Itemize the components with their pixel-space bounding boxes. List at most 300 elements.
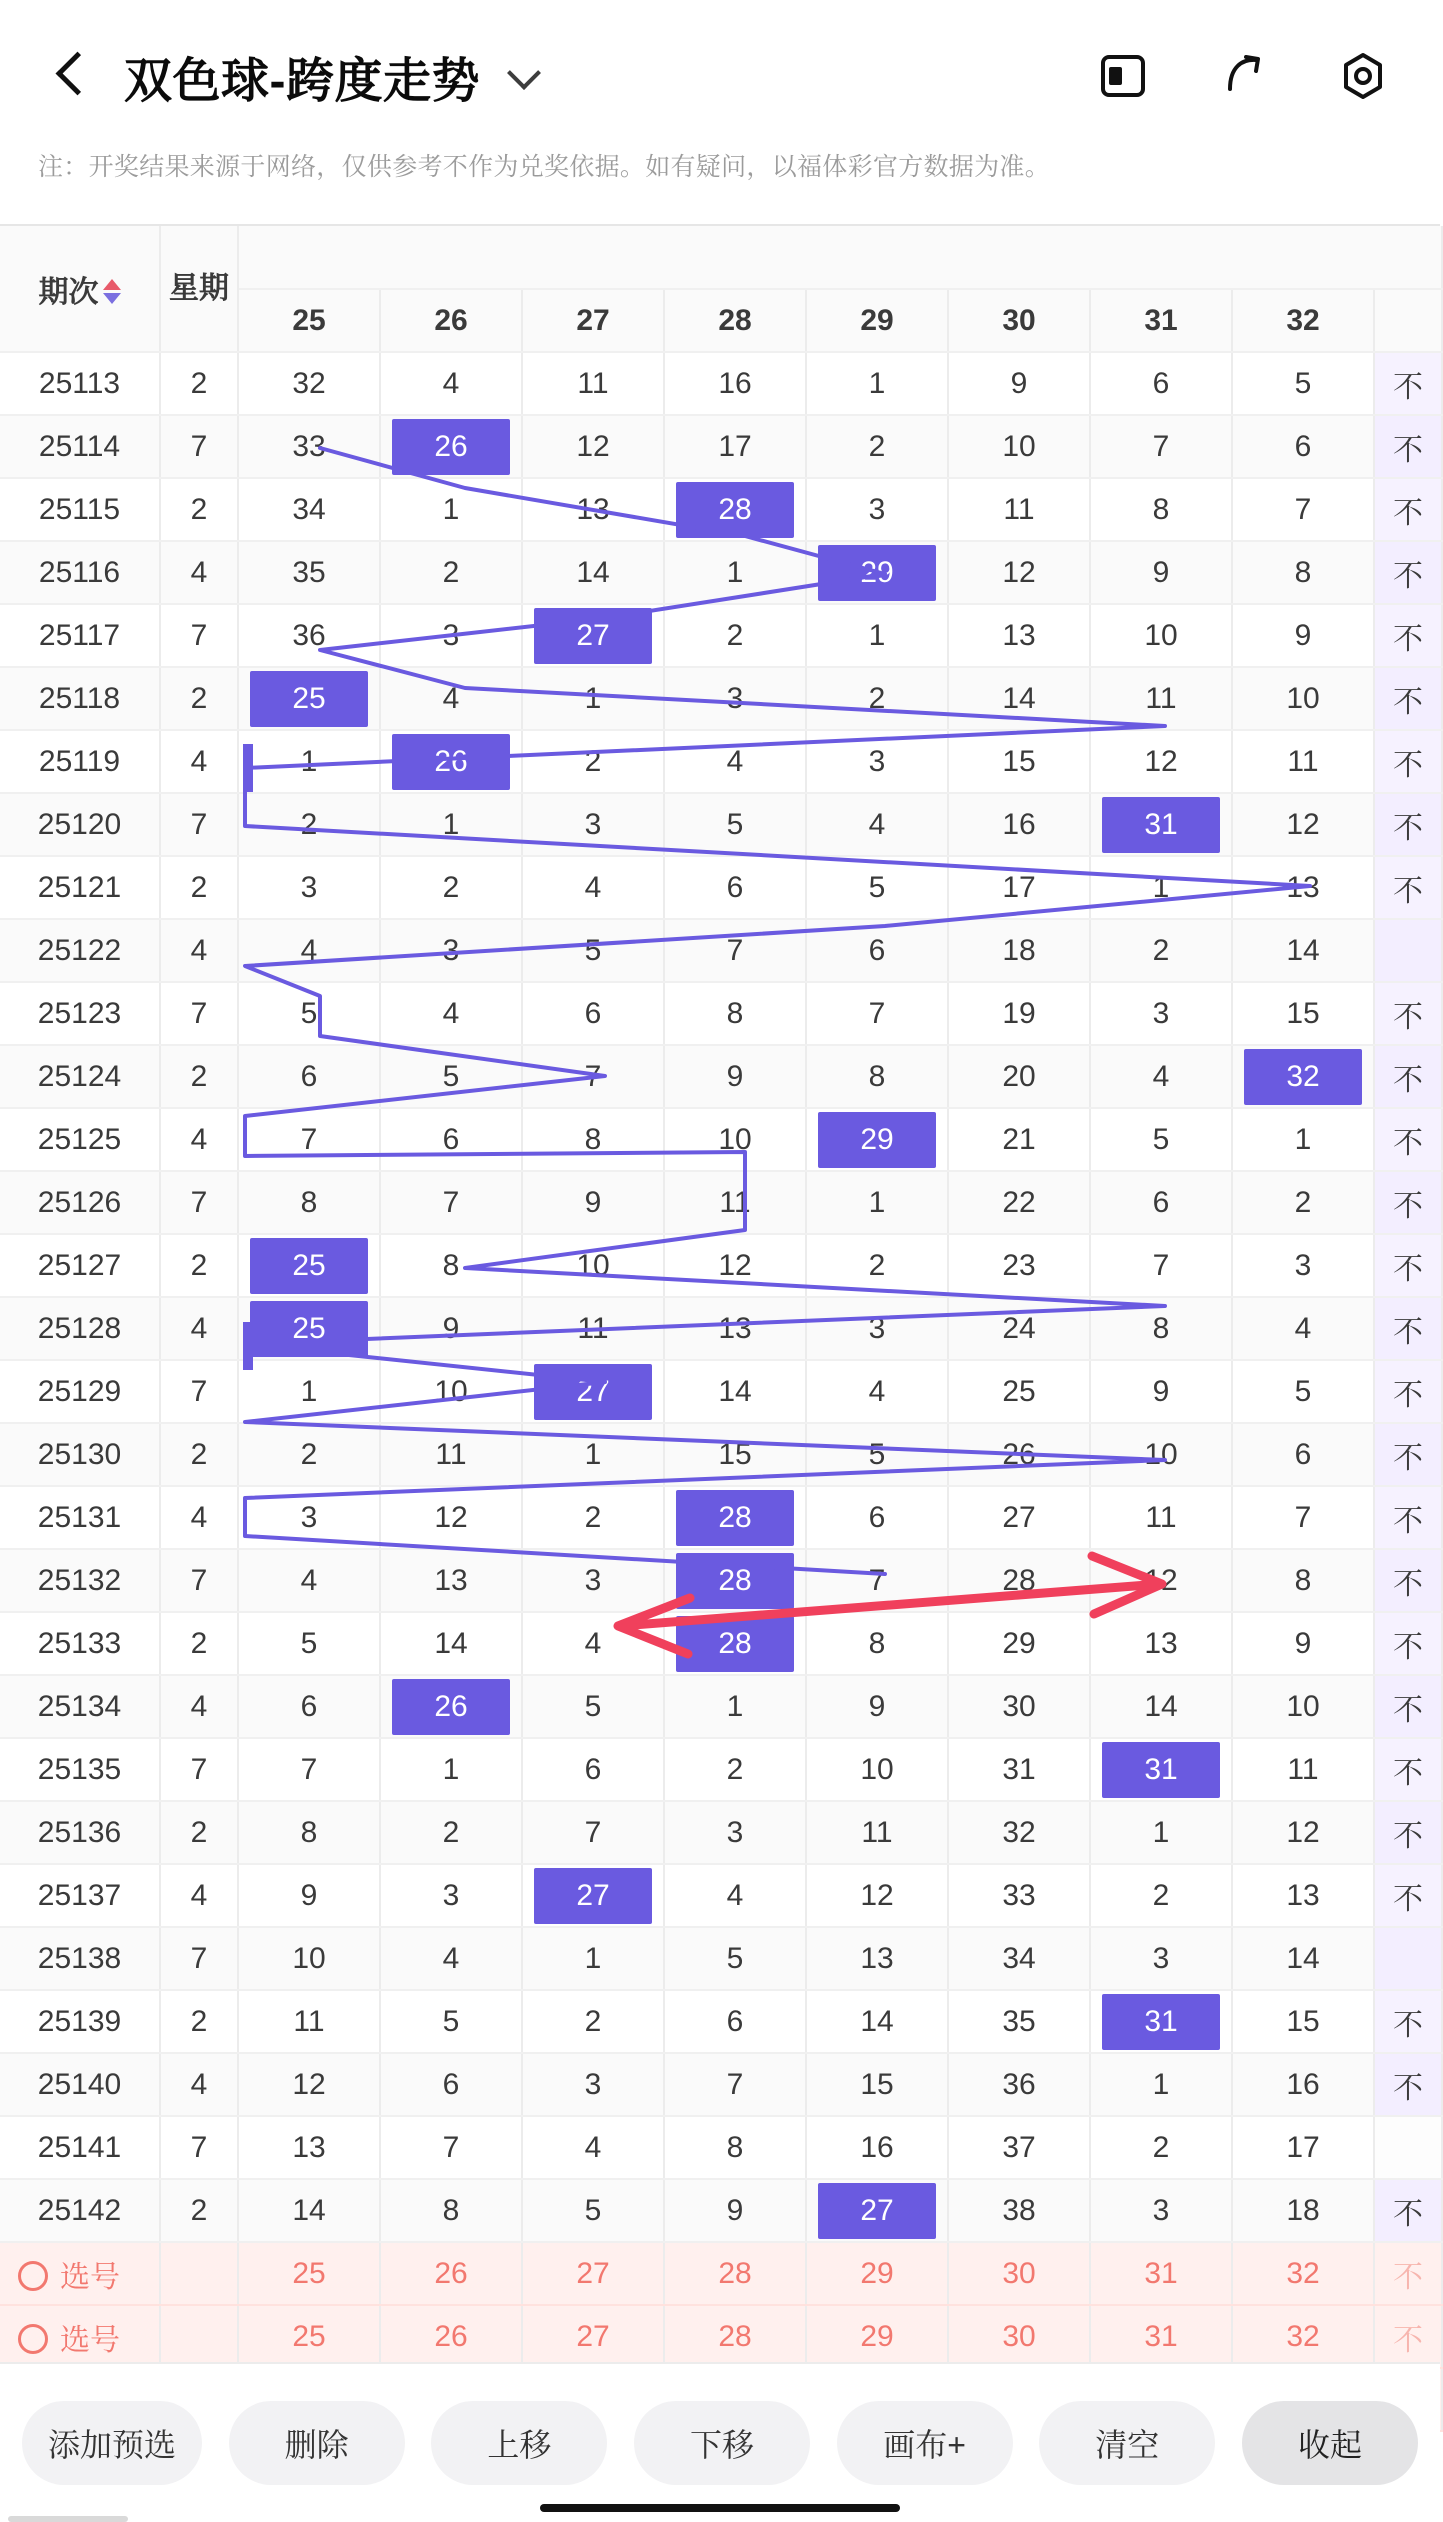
cell-value[interactable]: 6 (806, 1486, 948, 1549)
cell-value[interactable]: 4 (380, 352, 522, 415)
column-header-25[interactable]: 25 (238, 289, 380, 352)
cell-value[interactable]: 7 (806, 1549, 948, 1612)
cell-value[interactable] (664, 1549, 806, 1612)
cell-value[interactable]: 30 (948, 1675, 1090, 1738)
cell-value[interactable]: 4 (380, 1927, 522, 1990)
cell-value[interactable]: 36 (948, 2053, 1090, 2116)
cell-value[interactable]: 35 (948, 1990, 1090, 2053)
cell-value[interactable] (380, 1675, 522, 1738)
cell-value[interactable] (1090, 1990, 1232, 2053)
cell-value[interactable]: 10 (380, 1360, 522, 1423)
cell-value[interactable]: 6 (1090, 1171, 1232, 1234)
cell-value[interactable]: 7 (1090, 1234, 1232, 1297)
cell-value[interactable]: 1 (806, 604, 948, 667)
cell-value[interactable]: 3 (1090, 1927, 1232, 1990)
cell-value[interactable]: 14 (238, 2179, 380, 2242)
cell-value[interactable]: 13 (664, 1297, 806, 1360)
cell-value[interactable]: 10 (1232, 667, 1374, 730)
pick-row-label[interactable] (0, 2305, 160, 2368)
table-row[interactable] (0, 1864, 1442, 1927)
cell-value[interactable]: 3 (664, 1801, 806, 1864)
cell-value[interactable]: 14 (664, 1360, 806, 1423)
table-row[interactable] (0, 2116, 1442, 2179)
column-header-29[interactable]: 29 (806, 289, 948, 352)
cell-value[interactable]: 14 (806, 1990, 948, 2053)
pick-cell[interactable]: 30 (948, 2242, 1090, 2305)
cell-value[interactable]: 2 (806, 667, 948, 730)
cell-value[interactable]: 12 (380, 1486, 522, 1549)
cell-value[interactable]: 11 (806, 1801, 948, 1864)
cell-value[interactable]: 13 (948, 604, 1090, 667)
cell-value[interactable]: 2 (664, 604, 806, 667)
cell-value[interactable]: 5 (380, 1990, 522, 2053)
table-row[interactable] (0, 1297, 1442, 1360)
column-header-26[interactable]: 26 (380, 289, 522, 352)
cell-value[interactable]: 7 (522, 1801, 664, 1864)
table-row[interactable] (0, 1738, 1442, 1801)
cell-value[interactable]: 10 (1232, 1675, 1374, 1738)
column-header-28[interactable]: 28 (664, 289, 806, 352)
cell-value[interactable]: 1 (380, 478, 522, 541)
cell-value[interactable]: 36 (238, 604, 380, 667)
cell-value[interactable]: 11 (1232, 730, 1374, 793)
cell-value[interactable]: 32 (238, 352, 380, 415)
cell-value[interactable] (522, 1864, 664, 1927)
cell-value[interactable]: 3 (238, 856, 380, 919)
cell-value[interactable]: 14 (1232, 919, 1374, 982)
pick-cell[interactable]: 26 (380, 2305, 522, 2368)
cell-value[interactable]: 12 (1090, 1549, 1232, 1612)
cell-value[interactable]: 12 (1232, 793, 1374, 856)
cell-value[interactable]: 6 (380, 1108, 522, 1171)
cell-value[interactable]: 3 (380, 919, 522, 982)
pick-cell[interactable]: 31 (1090, 2305, 1232, 2368)
canvas-add-button[interactable]: 画布+ (837, 2401, 1013, 2485)
cell-value[interactable]: 4 (806, 793, 948, 856)
cell-value[interactable]: 1 (238, 730, 380, 793)
pick-cell[interactable]: 25 (238, 2305, 380, 2368)
table-row[interactable] (0, 667, 1442, 730)
cell-value[interactable]: 9 (948, 352, 1090, 415)
cell-value[interactable]: 4 (522, 856, 664, 919)
cell-value[interactable]: 14 (948, 667, 1090, 730)
cell-value[interactable]: 8 (664, 982, 806, 1045)
chevron-down-icon[interactable] (508, 59, 542, 93)
cell-value[interactable]: 2 (1090, 2116, 1232, 2179)
cell-value[interactable]: 2 (238, 793, 380, 856)
cell-value[interactable]: 6 (1090, 352, 1232, 415)
table-row[interactable] (0, 1423, 1442, 1486)
cell-value[interactable]: 3 (522, 1549, 664, 1612)
cell-value[interactable]: 8 (380, 1234, 522, 1297)
cell-value[interactable]: 5 (1090, 1108, 1232, 1171)
cell-value[interactable]: 10 (1090, 1423, 1232, 1486)
cell-value[interactable]: 8 (664, 2116, 806, 2179)
table-row[interactable] (0, 352, 1442, 415)
cell-value[interactable]: 8 (238, 1171, 380, 1234)
cell-value[interactable]: 15 (806, 2053, 948, 2116)
pick-cell[interactable]: 29 (806, 2242, 948, 2305)
table-row[interactable] (0, 1234, 1442, 1297)
sort-toggle-icon[interactable] (103, 279, 121, 304)
cell-value[interactable]: 24 (948, 1297, 1090, 1360)
cell-value[interactable]: 11 (948, 478, 1090, 541)
table-row[interactable] (0, 1927, 1442, 1990)
cell-value[interactable]: 37 (948, 2116, 1090, 2179)
table-row[interactable] (0, 1486, 1442, 1549)
cell-value[interactable]: 19 (948, 982, 1090, 1045)
cell-value[interactable]: 9 (380, 1297, 522, 1360)
cell-value[interactable]: 9 (1090, 541, 1232, 604)
cell-value[interactable]: 16 (664, 352, 806, 415)
table-row[interactable] (0, 541, 1442, 604)
table-row[interactable] (0, 982, 1442, 1045)
cell-value[interactable]: 5 (380, 1045, 522, 1108)
cell-value[interactable]: 2 (380, 1801, 522, 1864)
cell-value[interactable]: 8 (806, 1612, 948, 1675)
cell-value[interactable]: 21 (948, 1108, 1090, 1171)
cell-value[interactable]: 1 (522, 1423, 664, 1486)
cell-value[interactable]: 1 (664, 541, 806, 604)
cell-value[interactable]: 8 (1232, 1549, 1374, 1612)
cell-value[interactable]: 12 (948, 541, 1090, 604)
pick-cell[interactable]: 32 (1232, 2305, 1374, 2368)
cell-value[interactable]: 4 (238, 919, 380, 982)
cell-value[interactable]: 3 (806, 730, 948, 793)
cell-value[interactable]: 10 (1090, 604, 1232, 667)
cell-value[interactable]: 13 (1232, 1864, 1374, 1927)
cell-value[interactable]: 6 (238, 1675, 380, 1738)
table-row[interactable] (0, 1801, 1442, 1864)
move-down-button[interactable]: 下移 (634, 2401, 810, 2485)
cell-value[interactable]: 13 (806, 1927, 948, 1990)
cell-value[interactable]: 2 (806, 1234, 948, 1297)
cell-value[interactable]: 7 (1232, 1486, 1374, 1549)
cell-value[interactable]: 3 (1232, 1234, 1374, 1297)
cell-value[interactable]: 31 (948, 1738, 1090, 1801)
cell-value[interactable]: 16 (1232, 2053, 1374, 2116)
pick-cell[interactable]: 27 (522, 2242, 664, 2305)
cell-value[interactable] (664, 478, 806, 541)
pick-cell[interactable]: 30 (948, 2305, 1090, 2368)
cell-value[interactable]: 3 (664, 667, 806, 730)
cell-value[interactable]: 11 (1090, 1486, 1232, 1549)
cell-value[interactable]: 34 (948, 1927, 1090, 1990)
cell-value[interactable]: 1 (664, 1675, 806, 1738)
cell-value[interactable]: 6 (238, 1045, 380, 1108)
cell-value[interactable]: 4 (238, 1549, 380, 1612)
cell-value[interactable]: 2 (380, 541, 522, 604)
cell-value[interactable]: 3 (1090, 2179, 1232, 2242)
cell-value[interactable]: 28 (948, 1549, 1090, 1612)
cell-value[interactable]: 3 (380, 604, 522, 667)
cell-value[interactable] (522, 1360, 664, 1423)
cell-value[interactable]: 7 (380, 1171, 522, 1234)
clear-button[interactable]: 清空 (1039, 2401, 1215, 2485)
pick-cell[interactable]: 27 (522, 2305, 664, 2368)
cell-value[interactable]: 15 (948, 730, 1090, 793)
cell-value[interactable]: 7 (238, 1738, 380, 1801)
pick-cell[interactable]: 28 (664, 2305, 806, 2368)
cell-value[interactable]: 14 (522, 541, 664, 604)
cell-value[interactable]: 4 (1232, 1297, 1374, 1360)
cell-value[interactable]: 15 (1232, 1990, 1374, 2053)
pick-cell[interactable]: 26 (380, 2242, 522, 2305)
cell-value[interactable]: 16 (948, 793, 1090, 856)
cell-value[interactable]: 5 (238, 982, 380, 1045)
cell-value[interactable]: 9 (664, 1045, 806, 1108)
column-header-period[interactable] (0, 226, 160, 352)
table-row[interactable] (0, 1171, 1442, 1234)
cell-value[interactable]: 5 (1232, 352, 1374, 415)
cell-value[interactable]: 33 (948, 1864, 1090, 1927)
cell-value[interactable]: 11 (380, 1423, 522, 1486)
column-header-31[interactable]: 31 (1090, 289, 1232, 352)
cell-value[interactable]: 5 (664, 1927, 806, 1990)
target-icon[interactable] (1332, 45, 1394, 107)
cell-value[interactable]: 12 (238, 2053, 380, 2116)
cell-value[interactable]: 9 (1232, 1612, 1374, 1675)
cell-value[interactable] (238, 1234, 380, 1297)
table-row[interactable] (0, 1360, 1442, 1423)
cell-value[interactable]: 10 (948, 415, 1090, 478)
pick-cell[interactable]: 28 (664, 2242, 806, 2305)
cell-value[interactable]: 3 (522, 2053, 664, 2116)
cell-value[interactable]: 7 (1090, 415, 1232, 478)
cell-value[interactable] (380, 415, 522, 478)
cell-value[interactable]: 14 (1090, 1675, 1232, 1738)
cell-value[interactable] (806, 2179, 948, 2242)
cell-value[interactable]: 2 (1232, 1171, 1374, 1234)
cell-value[interactable] (1090, 1738, 1232, 1801)
cell-value[interactable]: 9 (1232, 604, 1374, 667)
cell-value[interactable]: 17 (948, 856, 1090, 919)
cell-value[interactable]: 4 (380, 667, 522, 730)
cell-value[interactable]: 2 (522, 1990, 664, 2053)
cell-value[interactable]: 4 (806, 1360, 948, 1423)
cell-value[interactable] (664, 1612, 806, 1675)
cell-value[interactable]: 4 (522, 1612, 664, 1675)
cell-value[interactable]: 9 (806, 1675, 948, 1738)
cell-value[interactable]: 9 (1090, 1360, 1232, 1423)
pick-row[interactable] (0, 2305, 1442, 2368)
cell-value[interactable] (522, 604, 664, 667)
cell-value[interactable]: 12 (522, 415, 664, 478)
cell-value[interactable] (664, 1486, 806, 1549)
cell-value[interactable]: 5 (806, 856, 948, 919)
cell-value[interactable]: 34 (238, 478, 380, 541)
cell-value[interactable]: 17 (1232, 2116, 1374, 2179)
cell-value[interactable]: 35 (238, 541, 380, 604)
cell-value[interactable]: 2 (522, 730, 664, 793)
table-row[interactable] (0, 478, 1442, 541)
cell-value[interactable]: 8 (380, 2179, 522, 2242)
cell-value[interactable]: 6 (380, 2053, 522, 2116)
cell-value[interactable]: 5 (1232, 1360, 1374, 1423)
cell-value[interactable]: 6 (1232, 1423, 1374, 1486)
cell-value[interactable]: 7 (664, 919, 806, 982)
table-row[interactable] (0, 415, 1442, 478)
cell-value[interactable]: 16 (806, 2116, 948, 2179)
cell-value[interactable]: 14 (380, 1612, 522, 1675)
cell-value[interactable]: 7 (238, 1108, 380, 1171)
cell-value[interactable]: 9 (238, 1864, 380, 1927)
cell-value[interactable]: 15 (664, 1423, 806, 1486)
cell-value[interactable]: 1 (380, 793, 522, 856)
cell-value[interactable]: 13 (380, 1549, 522, 1612)
cell-value[interactable] (380, 730, 522, 793)
cell-value[interactable]: 4 (664, 1864, 806, 1927)
cell-value[interactable]: 8 (238, 1801, 380, 1864)
table-row[interactable] (0, 1108, 1442, 1171)
cell-value[interactable]: 1 (1090, 2053, 1232, 2116)
cell-value[interactable]: 4 (380, 982, 522, 1045)
table-row[interactable] (0, 1045, 1442, 1108)
table-row[interactable] (0, 856, 1442, 919)
cell-value[interactable]: 2 (1090, 1864, 1232, 1927)
cell-value[interactable]: 13 (1232, 856, 1374, 919)
pick-cell[interactable]: 32 (1232, 2242, 1374, 2305)
horizontal-scroll-indicator[interactable] (8, 2516, 128, 2522)
pick-cell[interactable]: 29 (806, 2305, 948, 2368)
table-row[interactable] (0, 2179, 1442, 2242)
cell-value[interactable]: 38 (948, 2179, 1090, 2242)
cell-value[interactable]: 3 (238, 1486, 380, 1549)
cell-value[interactable]: 12 (1090, 730, 1232, 793)
cell-value[interactable]: 26 (948, 1423, 1090, 1486)
cell-value[interactable]: 22 (948, 1171, 1090, 1234)
cell-value[interactable]: 9 (522, 1171, 664, 1234)
trend-table-container[interactable] (0, 224, 1440, 2357)
cell-value[interactable]: 6 (522, 982, 664, 1045)
cell-value[interactable]: 3 (380, 1864, 522, 1927)
cell-value[interactable]: 6 (664, 856, 806, 919)
cell-value[interactable]: 4 (522, 2116, 664, 2179)
collapse-button[interactable]: 收起 (1242, 2401, 1418, 2485)
cell-value[interactable]: 2 (238, 1423, 380, 1486)
cell-value[interactable] (1090, 793, 1232, 856)
cell-value[interactable]: 2 (522, 1486, 664, 1549)
cell-value[interactable]: 32 (948, 1801, 1090, 1864)
cell-value[interactable]: 1 (238, 1360, 380, 1423)
cell-value[interactable]: 1 (1232, 1108, 1374, 1171)
cell-value[interactable]: 10 (522, 1234, 664, 1297)
cell-value[interactable]: 3 (522, 793, 664, 856)
cell-value[interactable]: 13 (1090, 1612, 1232, 1675)
cell-value[interactable]: 27 (948, 1486, 1090, 1549)
cell-value[interactable]: 12 (806, 1864, 948, 1927)
cell-value[interactable]: 5 (522, 919, 664, 982)
cell-value[interactable] (806, 1108, 948, 1171)
pick-cell[interactable]: 31 (1090, 2242, 1232, 2305)
table-row[interactable] (0, 604, 1442, 667)
cell-value[interactable]: 1 (522, 1927, 664, 1990)
table-row[interactable] (0, 793, 1442, 856)
cell-value[interactable]: 10 (664, 1108, 806, 1171)
column-header-32[interactable]: 32 (1232, 289, 1374, 352)
cell-value[interactable]: 4 (1090, 1045, 1232, 1108)
table-row[interactable] (0, 2053, 1442, 2116)
cell-value[interactable]: 5 (806, 1423, 948, 1486)
cell-value[interactable]: 3 (806, 1297, 948, 1360)
cell-value[interactable]: 33 (238, 415, 380, 478)
radio-circle-icon[interactable] (18, 2261, 48, 2291)
cell-value[interactable]: 25 (948, 1360, 1090, 1423)
cell-value[interactable]: 13 (522, 478, 664, 541)
cell-value[interactable]: 17 (664, 415, 806, 478)
cell-value[interactable]: 6 (806, 919, 948, 982)
table-row[interactable] (0, 919, 1442, 982)
cell-value[interactable]: 2 (1090, 919, 1232, 982)
cell-value[interactable]: 1 (380, 1738, 522, 1801)
column-header-27[interactable]: 27 (522, 289, 664, 352)
cell-value[interactable]: 6 (1232, 415, 1374, 478)
cell-value[interactable]: 1 (522, 667, 664, 730)
delete-button[interactable]: 删除 (229, 2401, 405, 2485)
cell-value[interactable]: 8 (522, 1108, 664, 1171)
cell-value[interactable]: 7 (380, 2116, 522, 2179)
pick-row-label[interactable] (0, 2242, 160, 2305)
cell-value[interactable]: 10 (806, 1738, 948, 1801)
cell-value[interactable] (238, 1297, 380, 1360)
split-view-icon[interactable] (1092, 45, 1154, 107)
cell-value[interactable]: 8 (1090, 1297, 1232, 1360)
cell-value[interactable]: 18 (948, 919, 1090, 982)
cell-value[interactable] (238, 667, 380, 730)
cell-value[interactable]: 9 (664, 2179, 806, 2242)
cell-value[interactable]: 2 (664, 1738, 806, 1801)
cell-value[interactable]: 5 (664, 793, 806, 856)
cell-value[interactable]: 7 (806, 982, 948, 1045)
cell-value[interactable]: 5 (522, 2179, 664, 2242)
cell-value[interactable]: 7 (1232, 478, 1374, 541)
cell-value[interactable]: 3 (806, 478, 948, 541)
cell-value[interactable]: 7 (664, 2053, 806, 2116)
cell-value[interactable]: 8 (1090, 478, 1232, 541)
table-row[interactable] (0, 1549, 1442, 1612)
cell-value[interactable]: 11 (522, 1297, 664, 1360)
cell-value[interactable]: 2 (380, 856, 522, 919)
cell-value[interactable]: 29 (948, 1612, 1090, 1675)
cell-value[interactable]: 3 (1090, 982, 1232, 1045)
pick-cell[interactable]: 25 (238, 2242, 380, 2305)
share-icon[interactable] (1212, 45, 1274, 107)
pick-row[interactable] (0, 2242, 1442, 2305)
move-up-button[interactable]: 上移 (431, 2401, 607, 2485)
cell-value[interactable]: 5 (238, 1612, 380, 1675)
cell-value[interactable]: 1 (806, 1171, 948, 1234)
cell-value[interactable]: 23 (948, 1234, 1090, 1297)
cell-value[interactable]: 12 (1232, 1801, 1374, 1864)
table-row[interactable] (0, 1675, 1442, 1738)
cell-value[interactable]: 2 (806, 415, 948, 478)
cell-value[interactable]: 10 (238, 1927, 380, 1990)
cell-value[interactable]: 1 (1090, 856, 1232, 919)
cell-value[interactable]: 8 (806, 1045, 948, 1108)
cell-value[interactable]: 6 (522, 1738, 664, 1801)
table-row[interactable] (0, 1990, 1442, 2053)
cell-value[interactable]: 14 (1232, 1927, 1374, 1990)
cell-value[interactable] (806, 541, 948, 604)
cell-value[interactable]: 11 (238, 1990, 380, 2053)
cell-value[interactable]: 20 (948, 1045, 1090, 1108)
cell-value[interactable]: 11 (1090, 667, 1232, 730)
cell-value[interactable]: 11 (1232, 1738, 1374, 1801)
cell-value[interactable]: 6 (664, 1990, 806, 2053)
cell-value[interactable] (1232, 1045, 1374, 1108)
cell-value[interactable]: 1 (1090, 1801, 1232, 1864)
cell-value[interactable]: 12 (664, 1234, 806, 1297)
